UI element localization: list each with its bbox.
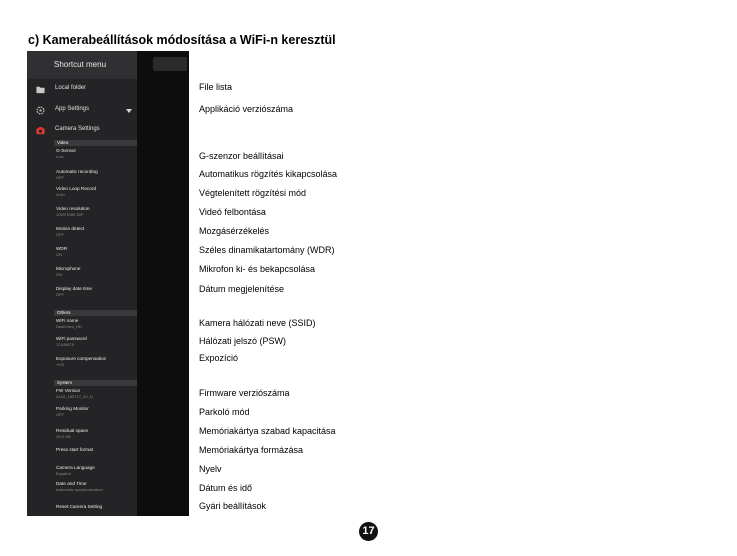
setting-video-loop-record[interactable]: Video Loop Record 2min (56, 186, 97, 197)
camera-icon (36, 126, 45, 135)
phone-screenshot (27, 51, 189, 516)
setting-wifi-password[interactable]: WiFi password 12345678 (56, 336, 87, 347)
page-heading: c) Kamerabeállítások módosítása a WiFi-n keresztül (28, 33, 336, 47)
chevron-down-icon (126, 109, 132, 113)
description-app-version: Applikáció verziószáma (199, 104, 294, 114)
description-wdr: Széles dinamikatartomány (WDR) (199, 245, 335, 255)
camera-preview-pane (137, 51, 189, 516)
description-factory-reset: Gyári beállítások (199, 501, 267, 511)
description-date-time: Dátum és idő (199, 483, 253, 493)
setting-wifi-name[interactable]: WiFi name DashCam_HD (56, 318, 82, 329)
description-microphone: Mikrofon ki- és bekapcsolása (199, 264, 316, 274)
description-auto-recording: Automatikus rögzítés kikapcsolása (199, 169, 338, 179)
setting-microphone[interactable]: Microphone ON (56, 266, 81, 277)
menu-item-app-settings[interactable] (27, 101, 137, 121)
menu-title: Shortcut menu (54, 60, 107, 69)
menu-item-label: Local folder (55, 85, 87, 91)
menu-item-camera-settings[interactable] (27, 121, 137, 141)
setting-parking-monitor[interactable]: Parking Monitor OFF (56, 406, 89, 417)
description-language: Nyelv (199, 464, 222, 474)
setting-display-date-time[interactable]: Display date time OFF (56, 286, 92, 297)
menu-item-label: Camera Settings (55, 126, 100, 132)
preview-status-bar (153, 57, 187, 71)
description-free-space: Memóriakártya szabad kapacitása (199, 426, 336, 436)
reset-camera-setting-button[interactable]: Reset Camera Setting (56, 504, 103, 509)
description-loop-record: Végtelenített rögzítési mód (199, 188, 307, 198)
description-firmware: Firmware verziószáma (199, 388, 290, 398)
folder-icon (36, 85, 45, 94)
menu-header (27, 51, 137, 79)
gear-icon (36, 106, 45, 115)
setting-fw-version[interactable]: FW Version A192_180717_20_N (56, 388, 93, 399)
setting-automatic-recording[interactable]: Automatic recording OFF (56, 169, 98, 180)
description-password: Hálózati jelszó (PSW) (199, 336, 287, 346)
setting-format-card[interactable]: Press start format (56, 447, 93, 452)
description-parking: Parkoló mód (199, 407, 250, 417)
section-video: Video (54, 140, 137, 146)
description-date-display: Dátum megjelenítése (199, 284, 285, 294)
setting-date-and-time[interactable]: Date and Time Automatic synchronization (56, 481, 103, 492)
description-exposure: Expozíció (199, 353, 239, 363)
page-number: 17 (359, 522, 378, 541)
setting-exposure-compensation[interactable]: Exposure compensation +0/3 (56, 356, 107, 367)
menu-item-label: App Settings (55, 106, 90, 112)
description-g-sensor: G-szenzor beállításai (199, 151, 284, 161)
setting-g-sensor[interactable]: G-Sensor Low (56, 148, 77, 159)
description-file-list: File lista (199, 82, 233, 92)
setting-wdr[interactable]: WDR ON (56, 246, 68, 257)
menu-item-local-folder[interactable] (27, 80, 137, 100)
setting-video-resolution[interactable]: Video resolution 1920*1080 30P (56, 206, 90, 217)
setting-residual-space[interactable]: Residual space 25.6 GB (56, 428, 89, 439)
shortcut-menu (27, 51, 137, 516)
description-ssid: Kamera hálózati neve (SSID) (199, 318, 316, 328)
section-system: System (54, 380, 137, 386)
description-resolution: Videó felbontása (199, 207, 266, 217)
setting-camera-language[interactable]: Camera Language Español (56, 465, 95, 476)
description-format: Memóriakártya formázása (199, 445, 304, 455)
section-others: Others (54, 310, 137, 316)
setting-motion-detect[interactable]: Motion detect OFF (56, 226, 85, 237)
description-motion-detect: Mozgásérzékelés (199, 226, 270, 236)
